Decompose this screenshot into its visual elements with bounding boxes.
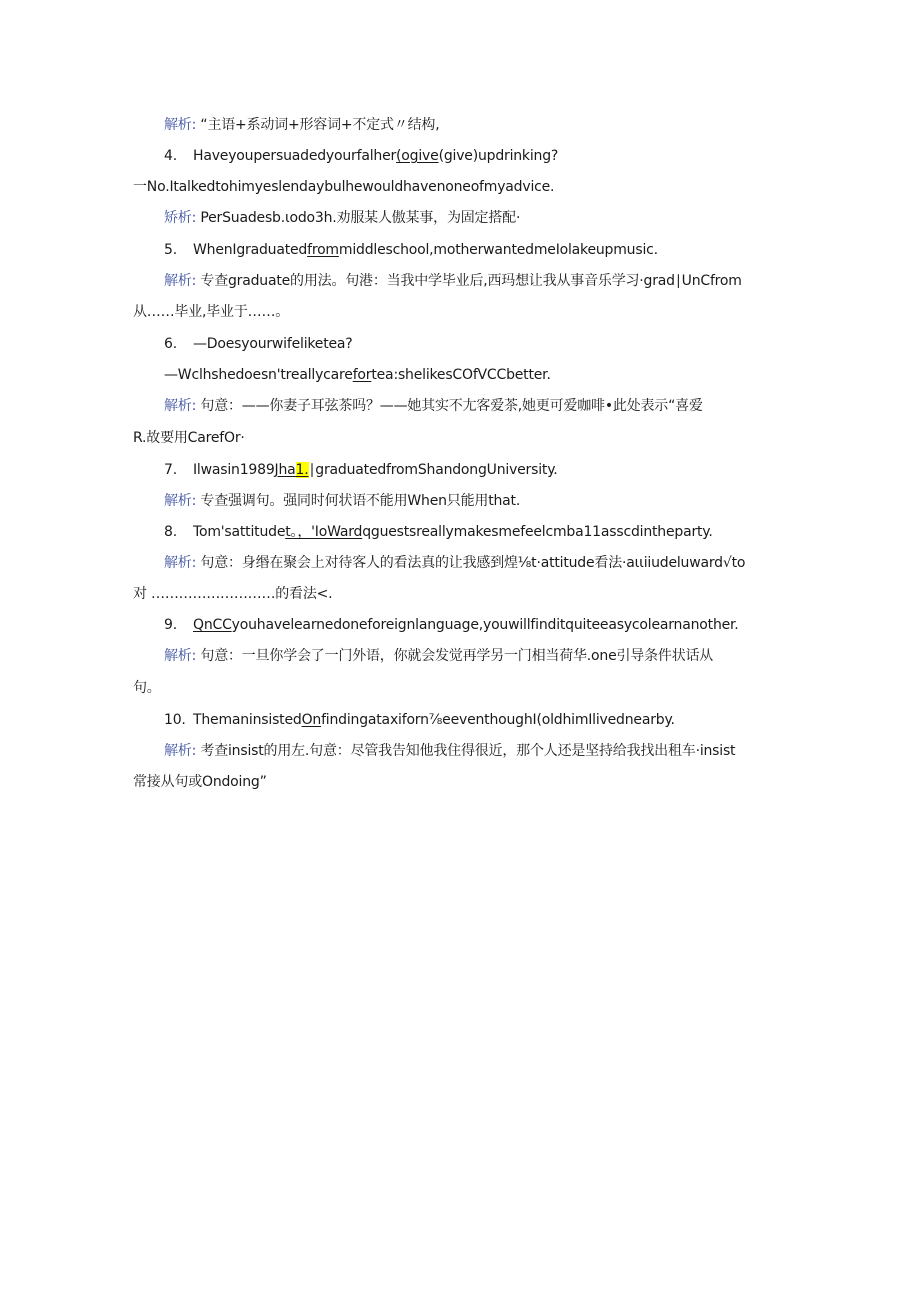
answer-blank: QnCC <box>193 617 232 633</box>
explanation-continuation <box>133 428 245 448</box>
question-text: WhenIgraduated <box>193 242 308 258</box>
question-text: Ilwasin1989 <box>193 462 275 478</box>
answer-blank: Jha <box>274 462 296 478</box>
continuation-text: 从……毕业,毕业于……。 <box>133 304 290 320</box>
question-4 <box>164 146 558 166</box>
question-9 <box>164 615 739 635</box>
question-text: Themaninsisted <box>193 712 302 728</box>
explanation-label: 矫析: <box>164 210 197 226</box>
explanation-label: 解析: <box>164 398 197 414</box>
question-text: —Doesyourwifeliketea? <box>193 336 353 352</box>
question-6 <box>164 334 353 354</box>
answer-blank: from <box>307 242 339 258</box>
explanation-line <box>164 553 745 573</box>
question-number: 4. <box>164 148 177 164</box>
explanation-continuation <box>133 584 332 604</box>
question-text: Tom'sattitude <box>193 524 286 540</box>
explanation-label: 解析: <box>164 117 197 133</box>
question-number: 9. <box>164 617 177 633</box>
question-text-rest: qguestsreallymakesmefeelcmba11asscdintheparty. <box>362 524 713 540</box>
explanation-label: 解析: <box>164 493 197 509</box>
explanation-line <box>164 208 520 228</box>
explanation-text: 句意：身缗在聚会上对待客人的看法真的让我感到煌⅛t·attitude看法·aιιiiudeluward√to <box>200 555 746 571</box>
reply-text: 一No.Italkedtohimyeslendaybulhewouldhavenoneofmyadvice. <box>133 179 555 195</box>
reply-text: —Wclhshedoesn'treallycare <box>164 367 353 383</box>
explanation-text: “主语+系动词+形容词+不定式〃结构, <box>200 117 440 133</box>
explanation-text: 句意：——你妻子耳弦茶吗？——她其实不尢客爱茶,她更可爱咖啡•此处表示“喜爱 <box>200 398 703 414</box>
question-number: 7. <box>164 462 177 478</box>
answer-blank: On <box>301 712 322 728</box>
explanation-line <box>164 115 439 135</box>
explanation-label: 解析: <box>164 743 197 759</box>
continuation-text: 常接从句或Ondoing” <box>133 774 267 790</box>
continuation-text: 对 ………………………的看法<. <box>133 586 333 602</box>
explanation-continuation <box>133 302 289 322</box>
explanation-label: 解析: <box>164 648 197 664</box>
explanation-line <box>164 271 742 291</box>
explanation-label: 解析: <box>164 555 197 571</box>
explanation-line <box>164 491 520 511</box>
continuation-text: 句。 <box>133 680 161 696</box>
question-7 <box>164 460 558 480</box>
explanation-text: PerSuadesb.ιodo3h.劝服某人傲某事，为固定搭配· <box>200 210 521 226</box>
question-number: 6. <box>164 336 177 352</box>
explanation-continuation <box>133 678 161 698</box>
highlighted-answer: 1. <box>295 462 309 478</box>
answer-blank: t。，'IoWard <box>285 524 363 540</box>
question-text-rest: (give)updrinking? <box>438 148 559 164</box>
explanation-label: 解析: <box>164 273 197 289</box>
explanation-text: 考查insist的用左.句意：尽管我告知他我住得很近，那个人还是坚持给我找出租车·insist <box>200 743 736 759</box>
reply-text-rest: tea:shelikesCOfVCCbetter. <box>371 367 551 383</box>
answer-blank: for <box>352 367 372 383</box>
explanation-text: 专查强调句。强同时何状语不能用When只能用that. <box>200 493 521 509</box>
explanation-line <box>164 396 703 416</box>
question-text: Haveyoupersuadedyourfalher <box>193 148 397 164</box>
question-5 <box>164 240 658 260</box>
explanation-line <box>164 741 735 761</box>
explanation-line <box>164 646 713 666</box>
question-10 <box>164 710 675 730</box>
answer-blank: (ogive <box>396 148 439 164</box>
explanation-text: 专查graduate的用法。句港：当我中学毕业后,西玛想让我从事音乐学习·grad∣UnCfrom <box>200 273 742 289</box>
question-number: 8. <box>164 524 177 540</box>
question-text-rest: findingataxiforn⅞eeventhoughI(oldhimIlivednearby. <box>321 712 675 728</box>
question-number: 10. <box>164 712 186 728</box>
explanation-text: 句意：一旦你学会了一门外语，你就会发觉再学另一门相当荷华.one引导条件状话从 <box>200 648 714 664</box>
question-6-reply <box>164 365 551 385</box>
question-number: 5. <box>164 242 177 258</box>
explanation-continuation <box>133 772 267 792</box>
question-4-reply <box>133 177 554 197</box>
question-text-rest: ∣graduatedfromShandongUniversity. <box>308 462 558 478</box>
question-text-rest: youhavelearnedoneforeignlanguage,youwillfinditquiteeasycolearnanother. <box>231 617 739 633</box>
continuation-text: R.故要用CarefOr· <box>133 430 245 446</box>
question-8 <box>164 522 713 542</box>
question-text-rest: middleschool,motherwantedmeIolakeupmusic. <box>338 242 658 258</box>
